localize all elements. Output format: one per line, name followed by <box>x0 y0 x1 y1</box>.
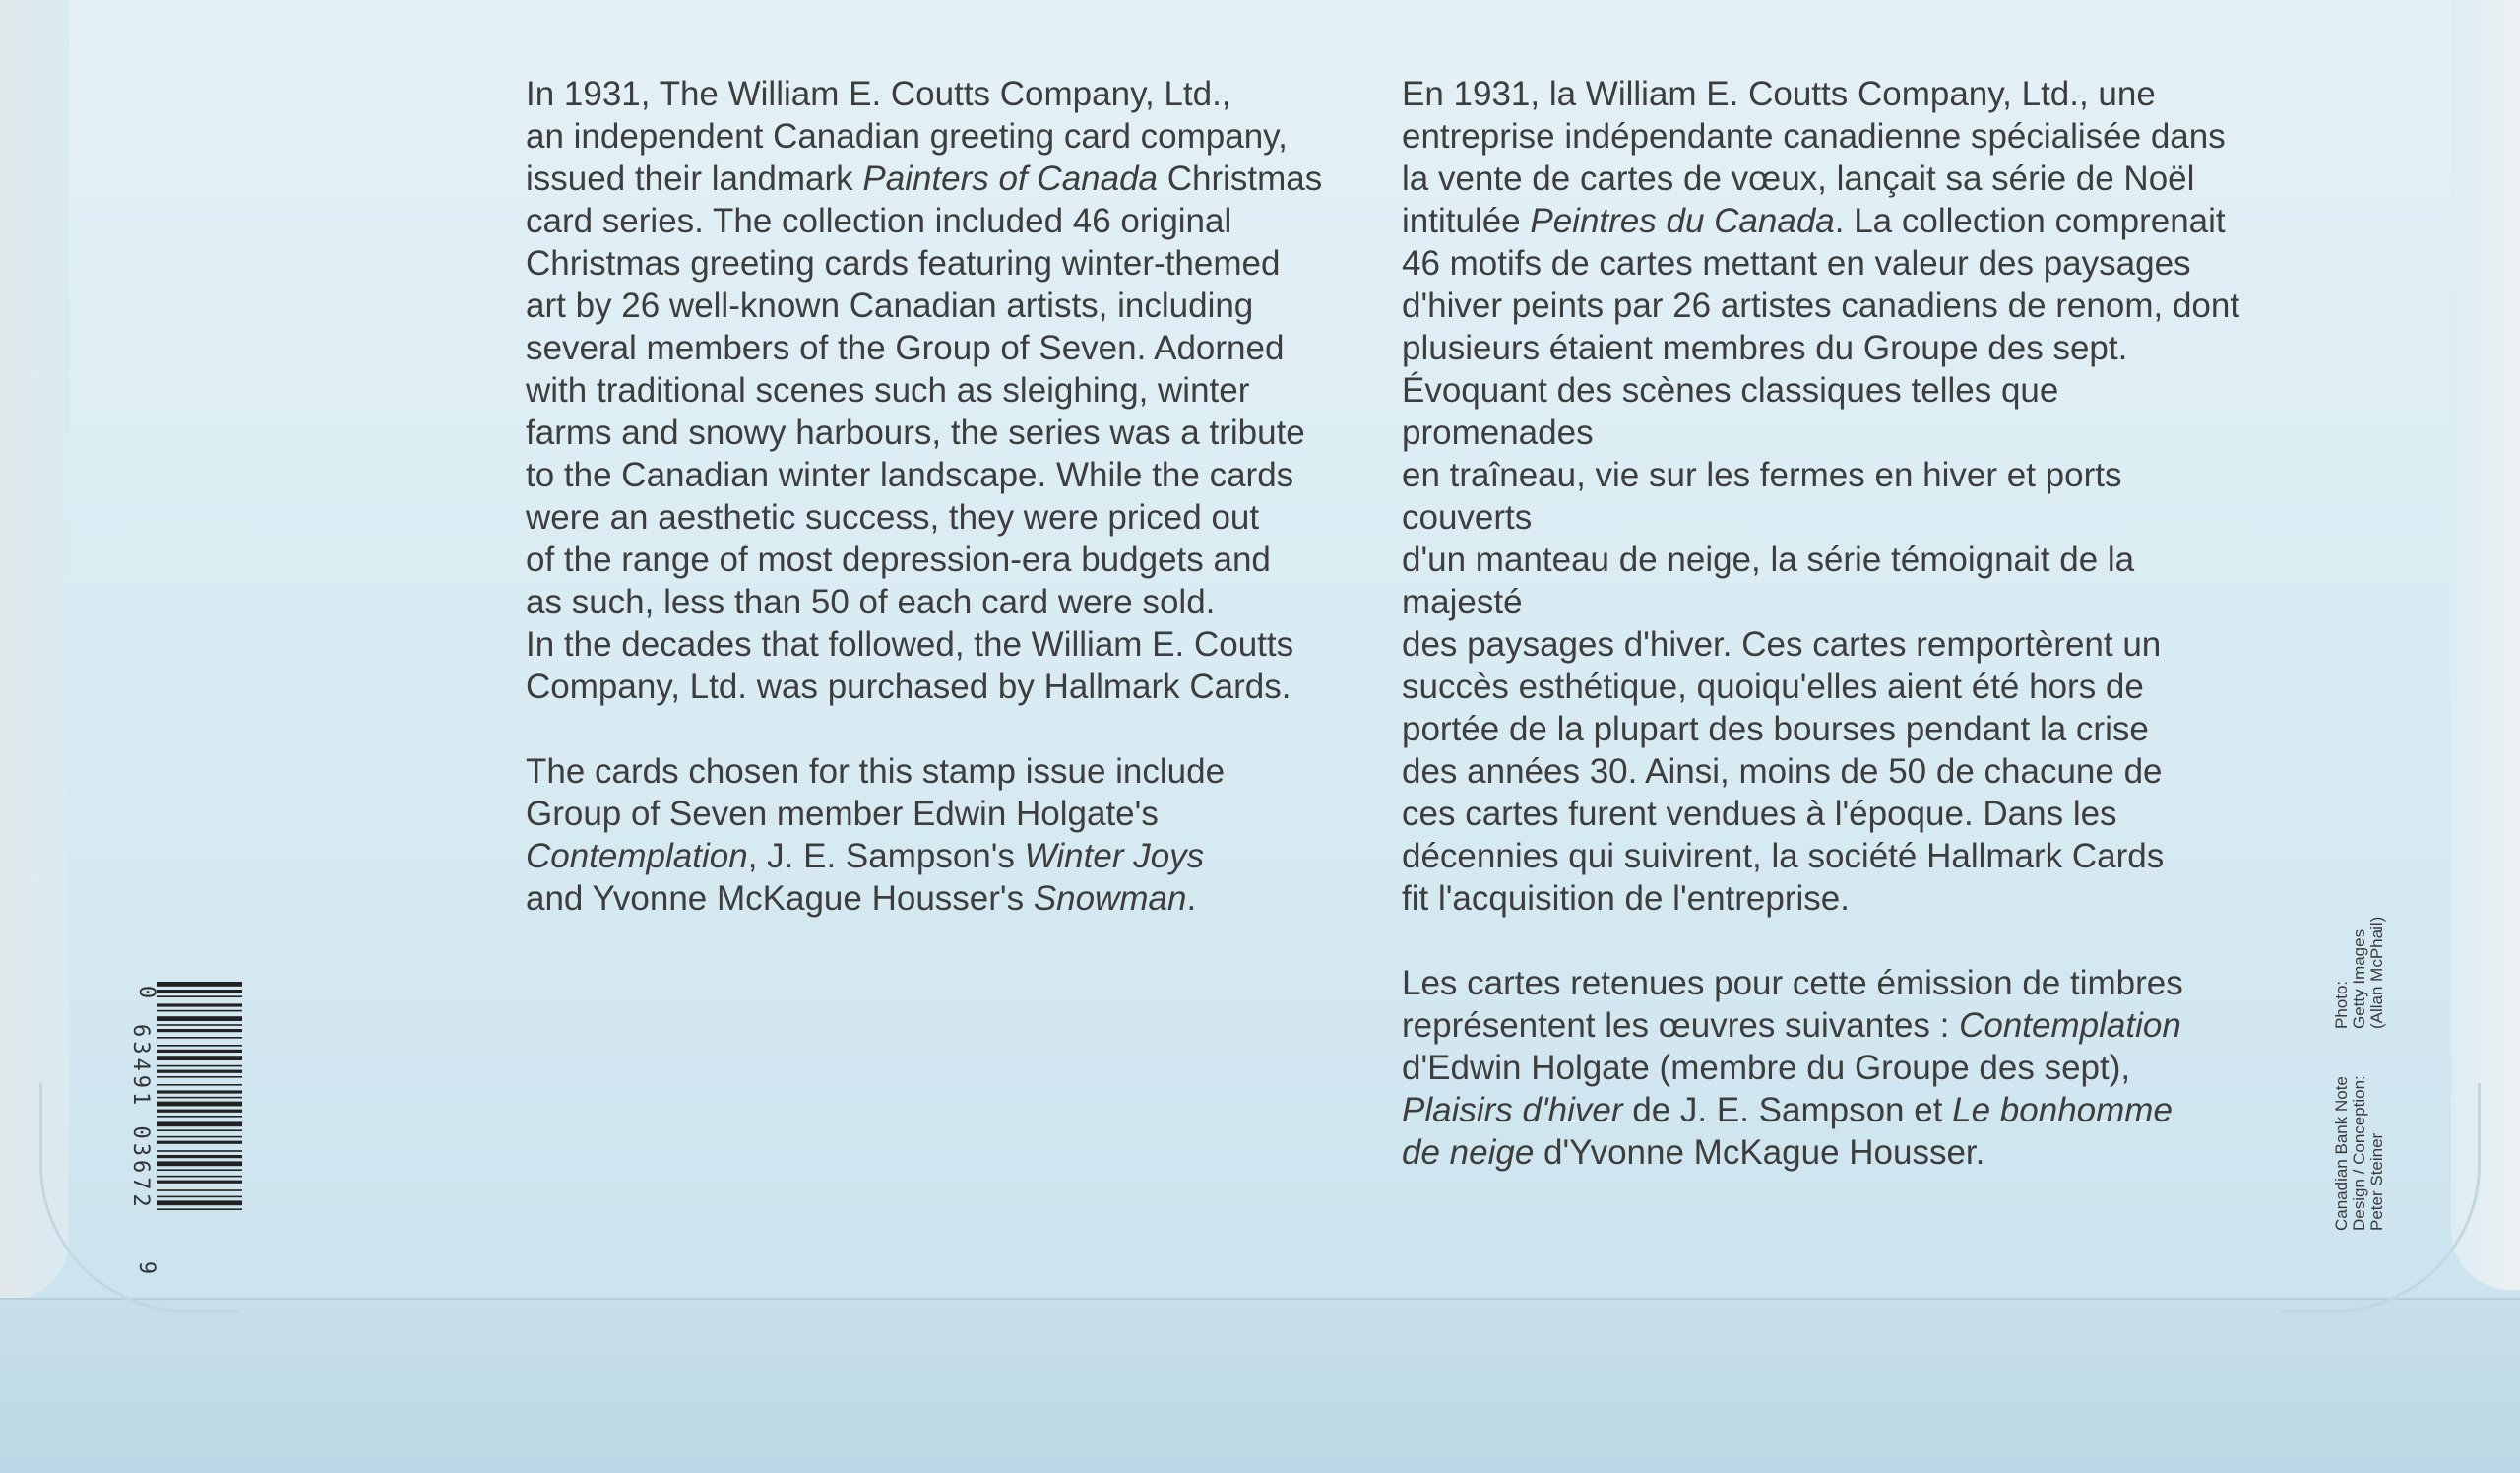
barcode-leading-digit: 0 <box>134 985 159 999</box>
barcode-bar <box>158 1176 242 1178</box>
text-run: d'Edwin Holgate (membre du Groupe des sept), <box>1402 1049 2131 1087</box>
barcode-bar <box>158 982 242 987</box>
barcode-trailing-digit: 9 <box>134 1260 159 1275</box>
french-text-column <box>1402 73 2248 1216</box>
barcode-bar <box>158 1016 242 1021</box>
barcode-bar <box>158 1045 242 1047</box>
barcode-bar <box>158 1208 242 1210</box>
text-run: Christmas card series. The collection included 46 original Christmas greeting cards featuring winter-themed art by 26 well-known Canadian artists, including several members of the Group of Seven. Adorned with traditional scenes such as sleighing, winter farms and snowy harbours, the series was a tribute to the Canadian winter landscape. While the cards were an aesthetic success, they were priced out of the range of most depression-era budgets and as such, less than 50 of each card were sold. In the decades that followed, the William E. Coutts Company, Ltd. was purchased by Hallmark Cards. <box>526 160 1323 706</box>
barcode-bar <box>158 1189 242 1191</box>
italic-title-run: Winter Joys <box>1024 837 1205 875</box>
text-run: . <box>1186 879 1197 918</box>
french-paragraph-2 <box>1402 962 2248 1174</box>
barcode <box>158 980 242 1314</box>
barcode-bar <box>158 1150 242 1152</box>
barcode-bar <box>158 1121 242 1126</box>
text-run: The cards chosen for this stamp issue include Group of Seven member Edwin Holgate's <box>526 752 1226 833</box>
barcode-bar <box>158 1116 242 1118</box>
barcode-bar <box>158 995 242 997</box>
bottom-flap <box>0 1298 2520 1473</box>
barcode-bar <box>158 1196 242 1198</box>
barcode-bar <box>158 1097 242 1099</box>
barcode-bar <box>158 1076 242 1078</box>
barcode-bar <box>158 1003 242 1006</box>
text-run: , J. E. Sampson's <box>747 837 1025 875</box>
italic-title-run: Painters of Canada <box>862 160 1159 198</box>
barcode-bar <box>158 1129 242 1131</box>
text-run: and Yvonne McKague Housser's <box>526 879 1025 918</box>
barcode-bar <box>158 1010 242 1012</box>
barcode-bar <box>158 1037 242 1039</box>
english-paragraph-1 <box>526 73 1372 708</box>
italic-title-run: Plaisirs d'hiver <box>1402 1091 1623 1129</box>
barcode-bar <box>158 1155 242 1158</box>
english-paragraph-2 <box>526 750 1372 920</box>
barcode-bar <box>158 1110 242 1113</box>
barcode-bar <box>158 1169 242 1171</box>
barcode-bar <box>158 1141 242 1144</box>
italic-title-run: Contemplation <box>526 837 748 875</box>
barcode-bar <box>158 1102 242 1107</box>
barcode-bar <box>158 1050 242 1053</box>
barcode-bar <box>158 1065 242 1067</box>
text-run: . La collection comprenait 46 motifs de cartes mettant en valeur des paysages d'hiver peints par 26 artistes canadiens de renom, dont plusieurs étaient membres du Groupe des sept. Évoquant des scènes classiques telles que promenades en traîneau, vie sur les fermes en hiver et ports couverts d'un manteau de neige, la série témoignait de la majesté des paysages d'hiver. Ces cartes remportèrent un succès esthétique, quoiqu'elles aient été hors de portée de la plupart des bourses pendant la crise des années 30. Ainsi, moins de 50 de chacune de ces cartes furent vendues à l'époque. Dans les décennies qui suivirent, la société Hallmark Cards fit l'acquisition de l'entreprise. <box>1402 202 2240 918</box>
barcode-bar <box>158 1090 242 1093</box>
barcode-bar <box>158 1181 242 1184</box>
italic-title-run: Contemplation <box>1959 1006 2181 1045</box>
italic-title-run: Le bonhomme de neige <box>1402 1091 2173 1172</box>
barcode-bar <box>158 1070 242 1073</box>
text-run: Les cartes retenues pour cette émission de timbres représentent les œuvres suivantes : <box>1402 964 2183 1045</box>
barcode-bar <box>158 1136 242 1138</box>
barcode-digits: 63491 03672 <box>128 1024 153 1211</box>
text-run: d'Yvonne McKague Housser. <box>1534 1133 1985 1172</box>
barcode-bar <box>158 1029 242 1032</box>
barcode-bar <box>158 1056 242 1060</box>
french-paragraph-1 <box>1402 73 2248 920</box>
barcode-bar <box>158 990 242 993</box>
barcode-bar <box>158 1024 242 1026</box>
english-text-column <box>526 73 1372 962</box>
text-run: de J. E. Sampson et <box>1622 1091 1953 1129</box>
text-run: En 1931, la William E. Coutts Company, Ltd., une entreprise indépendante canadienne spécialisée dans la vente de cartes de vœux, lançait sa série de Noël intitulée <box>1402 75 2226 240</box>
italic-title-run: Snowman <box>1033 879 1187 918</box>
text-run: In 1931, The William E. Coutts Company, Ltd., an independent Canadian greeting card company, issued their landmark <box>526 75 1288 198</box>
photo-credit: Photo: Getty Images (Allan McPhail) <box>2332 916 2386 1029</box>
barcode-bar <box>158 1084 242 1086</box>
barcode-bar <box>158 1200 242 1205</box>
italic-title-run: Peintres du Canada <box>1530 202 1835 240</box>
barcode-bar <box>158 1161 242 1166</box>
design-credit: Canadian Bank Note Design / Conception: Peter Steiner <box>2332 1075 2386 1231</box>
